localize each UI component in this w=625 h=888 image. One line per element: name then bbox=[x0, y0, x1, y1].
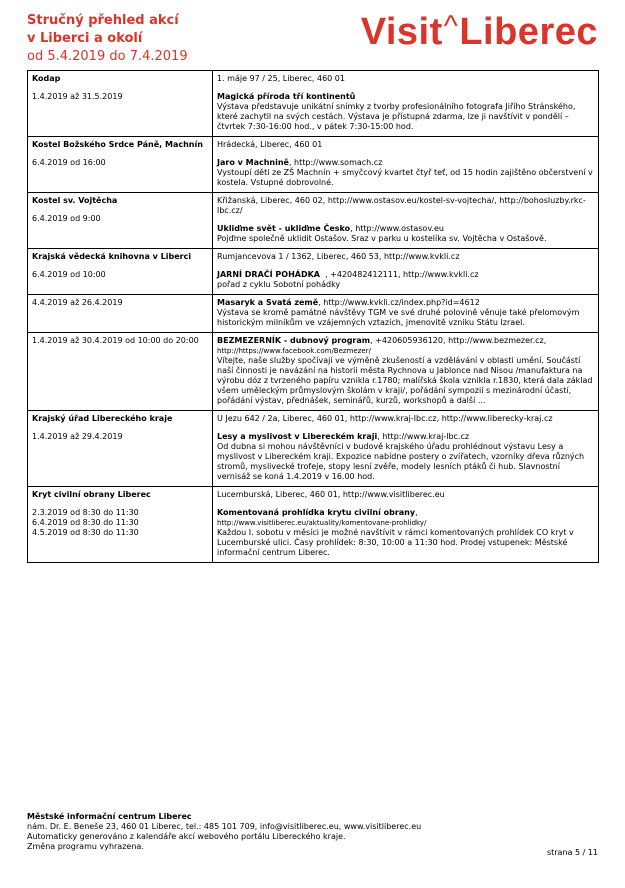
event-row bbox=[28, 411, 599, 487]
event-row bbox=[28, 295, 599, 333]
event-date: 6.4.2019 od 16:00 bbox=[32, 158, 106, 167]
event-title-line bbox=[217, 336, 594, 346]
footer-address: nám. Dr. E. Beneše 23, 460 01 Liberec, tel.: 485 101 709, info@visitliberec.eu, www.visitliberec.eu bbox=[27, 822, 422, 831]
event-left-cell bbox=[28, 487, 213, 563]
visit-liberec-logo bbox=[361, 10, 598, 57]
event-right-cell bbox=[213, 487, 599, 563]
event-contact: , +420605936120, http://www.bezmezer.cz, bbox=[370, 336, 547, 345]
footer bbox=[27, 812, 599, 852]
event-right-cell bbox=[213, 71, 599, 137]
event-name: Komentovaná prohlídka krytu civilní obrany bbox=[217, 508, 416, 517]
event-description: pořad z cyklu Sobotní pohádky bbox=[217, 280, 341, 289]
event-right-cell bbox=[213, 249, 599, 295]
event-secondary-url: http://https://www.facebook.com/Bezmezer/ bbox=[217, 347, 371, 355]
logo-caret-icon: ^ bbox=[443, 10, 459, 43]
event-left-cell bbox=[28, 249, 213, 295]
footer-auto-note: Automaticky generováno z kalendáře akcí webového portálu Libereckého kraje. bbox=[27, 832, 346, 841]
page-number: strana 5 / 11 bbox=[546, 848, 598, 857]
venue-address: Lucemburská, Liberec, 460 01, http://www.visitliberec.eu bbox=[217, 490, 445, 499]
event-date: 1.4.2019 až 29.4.2019 bbox=[32, 432, 123, 441]
event-row bbox=[28, 249, 599, 295]
title-line-2: v Liberci a okolí bbox=[27, 31, 143, 46]
event-name: Ukliďme svět - ukliďme Česko bbox=[217, 224, 351, 233]
event-description: Vítejte, naše služby spočívají ve výměně zkušeností a vzdělávání v oblasti umění. Součástí naší činnosti je navázání na historii města Rychnova u Jablonce nad Nisou /manufaktura na výrobu dóz z tvrzeného papíru vznikla r.1780; malířská škola vznikla r.1830, která dala základ všem uměleckým průmyslovým školám v kraji/, pořádání sympozií s mezinárodní účastí, pořádání výstav, přednášek, seminářů, kurzů, workshopů a další ... bbox=[217, 356, 593, 405]
event-contact: , http://www.somach.cz bbox=[288, 158, 383, 167]
venue-address: U Jezu 642 / 2a, Liberec, 460 01, http://www.kraj-lbc.cz, http://www.liberecky-kraj.cz bbox=[217, 414, 553, 423]
event-contact: , http://www.kvkli.cz/index.php?id=4612 bbox=[318, 298, 480, 307]
event-row bbox=[28, 193, 599, 249]
event-date: 1.4.2019 až 30.4.2019 od 10:00 do 20:00 bbox=[32, 336, 199, 345]
event-name: Magická příroda tří kontinentů bbox=[217, 92, 356, 101]
event-description: Výstava se kromě památné návštěvy TGM ve své druhé polovině věnuje také přelomovým historickým milníkům ve vzájemných vztazích, jmenovitě vzniku Státu Izrael. bbox=[217, 308, 580, 327]
event-name: Jaro v Machnině bbox=[217, 158, 289, 167]
venue-address: 1. máje 97 / 25, Liberec, 460 01 bbox=[217, 74, 345, 83]
event-left-cell bbox=[28, 333, 213, 411]
event-date: 1.4.2019 až 31.5.2019 bbox=[32, 92, 123, 101]
event-title-line bbox=[217, 508, 594, 518]
event-secondary-url: http://www.visitliberec.eu/aktuality/komentovane-prohlidky/ bbox=[217, 519, 427, 527]
event-contact: , +420482412111, http://www.kvkli.cz bbox=[320, 270, 479, 279]
event-right-cell bbox=[213, 333, 599, 411]
event-contact: , bbox=[415, 508, 418, 517]
event-left-cell bbox=[28, 295, 213, 333]
event-date: 6.4.2019 od 10:00 bbox=[32, 270, 106, 279]
event-title-line bbox=[217, 298, 594, 308]
document-title bbox=[27, 12, 327, 66]
venue-name: Kodap bbox=[32, 74, 61, 83]
venue-name: Krajská vědecká knihovna v Liberci bbox=[32, 252, 192, 261]
event-contact: , http://www.kraj-lbc.cz bbox=[377, 432, 470, 441]
event-name: Lesy a myslivost v Libereckém kraji bbox=[217, 432, 378, 441]
event-description: Od dubna si mohou návštěvníci v budově krajského úřadu prohlédnout výstavu Lesy a myslivost v Libereckém kraji. Expozice nabídne postery o zvířatech, vzorníky dřeva různých stromů, myslivecké trofeje, stopy lesní zvěře, modely lesních ptáků či hub. Slavnostní vernisáž se koná 1.4.2019 v 16.00 hod. bbox=[217, 442, 585, 481]
event-title-line bbox=[217, 92, 594, 102]
event-row bbox=[28, 333, 599, 411]
event-left-cell bbox=[28, 193, 213, 249]
event-left-cell bbox=[28, 137, 213, 193]
event-row bbox=[28, 487, 599, 563]
event-title-line bbox=[217, 432, 594, 442]
event-title-line bbox=[217, 158, 594, 168]
event-title-line bbox=[217, 270, 594, 280]
event-description: Pojďme společně uklidit Ostašov. Sraz v parku u kostelíka sv. Vojtěcha v Ostašově. bbox=[217, 234, 547, 243]
venue-name: Kostel sv. Vojtěcha bbox=[32, 196, 118, 205]
event-right-cell bbox=[213, 295, 599, 333]
event-name: Masaryk a Svatá země bbox=[217, 298, 319, 307]
event-name: JARNÍ DRAČÍ POHÁDKA bbox=[217, 270, 320, 279]
footer-org: Městské informační centrum Liberec bbox=[27, 812, 192, 821]
venue-name: Krajský úřad Libereckého kraje bbox=[32, 414, 173, 423]
venue-name: Kostel Božského Srdce Páně, Machnín bbox=[32, 140, 203, 149]
title-line-1: Stručný přehled akcí bbox=[27, 13, 179, 28]
footer-change-note: Změna programu vyhrazena. bbox=[27, 842, 144, 851]
event-left-cell bbox=[28, 71, 213, 137]
event-name: BEZMEZERNÍK - dubnový program bbox=[217, 336, 371, 345]
event-right-cell bbox=[213, 411, 599, 487]
event-date: 4.4.2019 až 26.4.2019 bbox=[32, 298, 123, 307]
venue-address: Rumjancevova 1 / 1362, Liberec, 460 53, http://www.kvkli.cz bbox=[217, 252, 460, 261]
venue-name: Kryt civilní obrany Liberec bbox=[32, 490, 151, 499]
logo-text-visit: Visit bbox=[360, 11, 443, 53]
event-description: Každou I. sobotu v měsíci je možné navštívit v rámci komentovaných prohlídek CO kryt v Lucemburské ulici. Časy prohlídek: 8:30, 10:00 a 11:30 hod. Prodej vstupenek: Městské informační centrum Liberec. bbox=[217, 528, 574, 557]
event-contact: , http://www.ostasov.eu bbox=[350, 224, 444, 233]
event-row bbox=[28, 137, 599, 193]
event-row bbox=[28, 71, 599, 137]
event-title-line bbox=[217, 224, 594, 234]
venue-address: Křižanská, Liberec, 460 02, http://www.ostasov.eu/kostel-sv-vojtecha/, http://bohosluzby.rkc-lbc.cz/ bbox=[217, 196, 586, 215]
event-date: 6.4.2019 od 9:00 bbox=[32, 214, 101, 223]
event-description: Výstava představuje unikátní snímky z tvorby profesionálního fotografa Jiřího Stránského, které zachytil na svých cestách. Výstava je přístupná zdarma, lze ji navštívit v pondělí – čtvrtek 7:30-16:00 hod., v pátek 7:30-15:00 hod. bbox=[217, 102, 576, 131]
event-right-cell bbox=[213, 193, 599, 249]
logo-text-liberec: Liberec bbox=[459, 11, 598, 53]
events-table bbox=[27, 70, 599, 563]
event-left-cell bbox=[28, 411, 213, 487]
event-right-cell bbox=[213, 137, 599, 193]
event-date: 2.3.2019 od 8:30 do 11:30 6.4.2019 od 8:30 do 11:30 4.5.2019 od 8:30 do 11:30 bbox=[32, 508, 139, 537]
date-range: od 5.4.2019 do 7.4.2019 bbox=[27, 49, 188, 64]
event-description: Vystoupí děti ze ZŠ Machnín + smyčcový kvartet čtyř teť, od 15 hodin zajištěno občerstvení v kostela. Vstupné dobrovolné. bbox=[217, 168, 593, 187]
venue-address: Hrádecká, Liberec, 460 01 bbox=[217, 140, 323, 149]
